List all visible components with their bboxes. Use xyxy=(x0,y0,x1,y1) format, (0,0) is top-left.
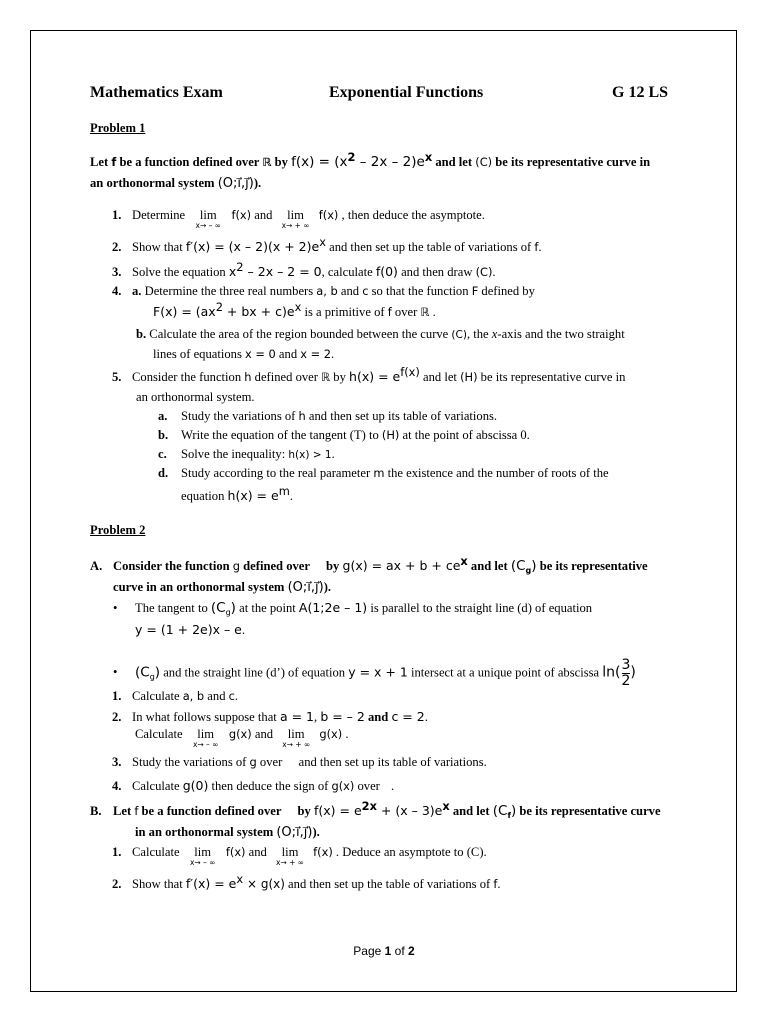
page-footer: Page 1 of 2 xyxy=(353,944,415,958)
problem1-intro-line1: Let f be a function defined over ℝ by $f(x) = (x^2 - 2x - 2)e^x$ and let (C) be its representative curve in xyxy=(90,150,651,170)
page-number: 1 xyxy=(384,944,392,958)
p2-B-q2: 2. Show that $f'(x) = e^x \times g(x)$ and then set up the table of variations of f. xyxy=(112,872,501,891)
problem1-intro-line2: an orthonormal system (O;i⃗,j⃗)). xyxy=(90,176,262,191)
p2-A-bullet2: • $(C_g)$ and the straight line (d’) of equation y = x + 1 intersect at a unique point of abscissa ln( $\frac{3}{2}$ ) xyxy=(113,657,636,689)
grade-label: G 12 LS xyxy=(612,84,669,101)
p2-B-line1: B. Let f be a function defined over by $f(x) = e^{2x} + (x - 3)e^x$ and let $(C_f)$ be its representative curve xyxy=(90,799,661,820)
problem1-heading: Problem 1 xyxy=(90,121,146,135)
p2-A-q3: 3. Study the variations of g over and then set up its table of variations. xyxy=(112,755,487,769)
p2-A-q2-line2: Calculate lim x→ – ∞ g(x) and lim x→ + ∞ g(x) . xyxy=(135,727,349,749)
problem2-heading: Problem 2 xyxy=(90,523,146,537)
p1-q5c: c. Solve the inequality: h(x) > 1. xyxy=(158,447,335,461)
p2-A-q1: 1. Calculate a, b and c. xyxy=(112,689,239,703)
p2-B-q1: 1. Calculate lim x→ – ∞ f(x) and lim x→ + ∞ f(x) . Deduce an asymptote to (C). xyxy=(112,845,487,867)
p2-B-line2: in an orthonormal system (O;i⃗,j⃗)). xyxy=(135,825,320,840)
p1-q3: 3. Solve the equation $x^2 - 2x - 2 = 0$, calculate f(0) and then draw (C). xyxy=(112,260,496,279)
p1-q5a: a. Study the variations of h and then set up its table of variations. xyxy=(158,409,498,423)
p1-q2: 2. Show that $f'(x) = (x - 2)(x + 2)e^x$ and then set up the table of variations of f. xyxy=(112,235,542,254)
p1-q5d-line2: equation $h(x) = e^m$. xyxy=(181,484,293,503)
p1-q1: 1. Determine lim x→ – ∞ f(x) and lim x→ + ∞ f(x) , then deduce the asymptote. xyxy=(112,208,485,230)
p1-q5d-line1: d. Study according to the real parameter m the existence and the number of roots of the xyxy=(158,466,609,480)
chapter-title: Exponential Functions xyxy=(329,84,484,101)
p1-q4b-line2: lines of equations x = 0 and x = 2. xyxy=(153,347,335,361)
p2-A-bullet1-line1: • The tangent to $(C_g)$ at the point A(1;2e – 1) is parallel to the straight line (d) of equation xyxy=(113,600,593,617)
p1-q5-line2: an orthonormal system. xyxy=(136,390,255,404)
p2-A-line2: curve in an orthonormal system (O;i⃗,j⃗)). xyxy=(113,580,332,595)
p1-q5-line1: 5. Consider the function h defined over ℝ by $h(x) = e^{f(x)}$ and let (H) be its representative curve in xyxy=(112,365,626,384)
p2-A-line1: A. Consider the function g defined over by g(x) = ax + $b + ce^x$ and let $(C_g)$ be its representative xyxy=(90,554,648,575)
p1-q4a-line2: $F(x) = (ax^2$ + bx + $c)e^x$ is a primitive of f over ℝ . xyxy=(153,300,436,319)
p2-A-bullet1-line2: y = (1 + 2e)x – e. xyxy=(135,622,246,637)
p1-q4b-line1: b. Calculate the area of the region bounded between the curve (C), the x-axis and the two straight xyxy=(136,327,625,341)
p2-A-q2-line1: 2. In what follows suppose that a = 1, b = – 2 and c = 2. xyxy=(112,709,428,724)
p1-q4a-line1: 4. a. Determine the three real numbers a, b and c so that the function F defined by xyxy=(112,284,535,298)
p2-A-q4: 4. Calculate g(0) then deduce the sign of g(x) over . xyxy=(112,778,395,793)
p1-q5b: b. Write the equation of the tangent (T) to (H) at the point of abscissa 0. xyxy=(158,428,530,442)
page-total: 2 xyxy=(408,944,415,958)
exam-title: Mathematics Exam xyxy=(90,84,223,101)
